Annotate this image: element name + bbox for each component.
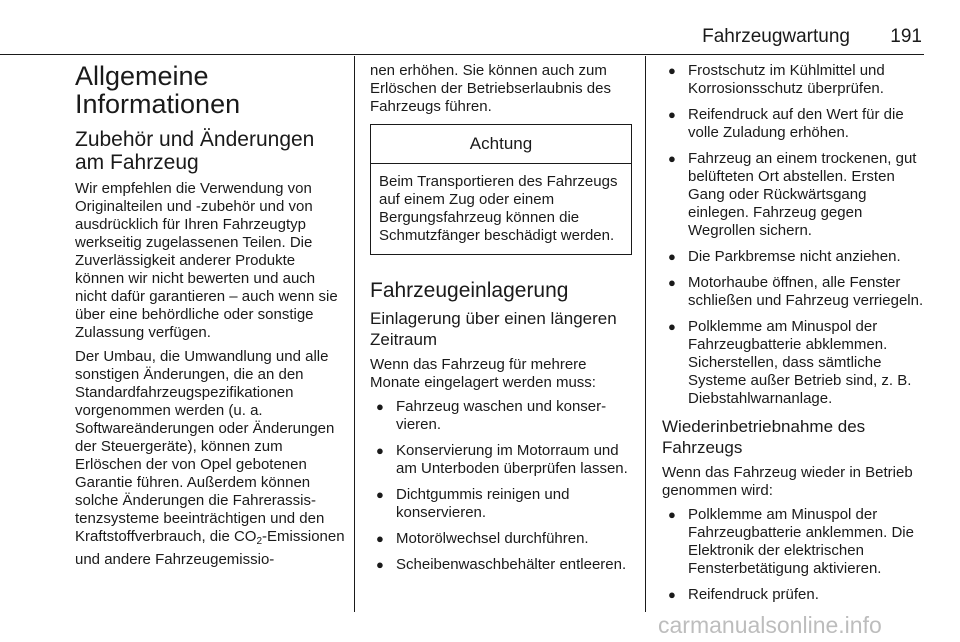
column-3: [662, 62, 927, 612]
heading-einlagerung: Einlagerung über einen längeren Zeitraum: [370, 309, 617, 349]
list-item: [662, 318, 927, 408]
list-item-text: Polklemme am Minuspol der Fahrzeugbatterie anklemmen. Die Elektronik der elektrischen Fensterbetätigung aktivieren.: [688, 506, 914, 577]
bullet-icon: ●: [668, 249, 676, 264]
restart-list: [662, 506, 927, 604]
list-item-text: Dichtgummis reinigen und konservieren.: [396, 486, 570, 521]
bullet-icon: ●: [376, 557, 384, 572]
list-item: [662, 506, 927, 578]
bullet-icon: ●: [376, 531, 384, 546]
bullet-icon: ●: [668, 275, 676, 290]
list-item-text: Frostschutz im Kühlmittel und Korrosionsschutz überprüfen.: [688, 62, 885, 97]
list-item-text: Motorhaube öffnen, alle Fenster schließen und Fahrzeug verriegeln.: [688, 274, 924, 309]
list-item-text: Die Parkbremse nicht anziehen.: [688, 248, 901, 265]
list-item: [662, 248, 927, 266]
notice-box: [370, 124, 632, 255]
paragraph-umbau-text-end: -Emissionen und andere Fahrzeugemissio-: [75, 528, 345, 568]
bullet-icon: ●: [668, 587, 676, 602]
paragraph-umbau-text: Der Umbau, die Umwandlung und alle sonstigen Änderungen, die an den Standardfahrzeugspezifikationen vorgenommen werden (u. a. Softwareänderungen oder Änderungen der Steuergeräte), können zum Erlöschen der von Opel gebotenen Garantie führen. Außerdem können solche Änderungen die Fahrerassistenzsysteme beeinträchtigen und den Kraftstoffverbrauch, die CO: [75, 348, 335, 545]
page-number: 191: [890, 26, 922, 47]
list-item: [662, 274, 927, 310]
page-header: [0, 0, 960, 62]
co2-subscript: 2: [256, 536, 263, 547]
heading-fahrzeugeinlagerung: Fahrzeugeinlagerung: [370, 279, 569, 302]
list-item: [370, 556, 632, 574]
paragraph-continuation: nen erhöhen. Sie können auch zum Erlöschen der Betriebserlaubnis des Fahrzeugs führen.: [370, 62, 611, 115]
list-item: [662, 150, 927, 240]
list-item: [370, 442, 632, 478]
bullet-icon: ●: [376, 399, 384, 414]
heading-allgemeine-informationen: Allgemeine Informationen: [75, 61, 241, 119]
bullet-icon: ●: [668, 63, 676, 78]
list-item-text: Polklemme am Minuspol der Fahrzeugbatterie abklemmen. Sicherstellen, dass sämtliche Systeme außer Betrieb sind, z. B. Diebstahlwarnanlage.: [688, 318, 912, 407]
list-item-text: Scheibenwaschbehälter entleeren.: [396, 556, 627, 573]
paragraph-umbau: [75, 348, 345, 569]
list-item: [370, 398, 632, 434]
header-rule: [0, 54, 924, 55]
list-item: [662, 586, 927, 604]
heading-wiederinbetriebnahme: Wiederinbetriebnahme des Fahrzeugs: [662, 417, 866, 457]
list-item-text: Fahrzeug waschen und konservieren.: [396, 398, 607, 433]
watermark: carmanualsonline.info: [658, 612, 882, 638]
storage-list-continued: [662, 62, 927, 408]
paragraph-wiederinbetriebnahme-intro: Wenn das Fahrzeug wieder in Betrieb genommen wird:: [662, 464, 913, 499]
column-1: [75, 62, 345, 575]
bullet-icon: ●: [668, 107, 676, 122]
list-item-text: Motorölwechsel durchführen.: [396, 530, 589, 547]
bullet-icon: ●: [668, 507, 676, 522]
notice-body: Beim Transportieren des Fahrzeugs auf einem Zug oder einem Bergungsfahrzeug können die Schmutzfänger beschädigt werden.: [379, 173, 618, 244]
heading-zubehoer: Zubehör und Änderungen am Fahrzeug: [75, 128, 315, 174]
bullet-icon: ●: [376, 443, 384, 458]
column-divider-left: [354, 56, 355, 612]
column-divider-right: [645, 56, 646, 612]
list-item-text: Reifendruck prüfen.: [688, 586, 819, 603]
list-item: [370, 530, 632, 548]
list-item: [370, 486, 632, 522]
bullet-icon: ●: [376, 487, 384, 502]
section-title: Fahrzeugwartung: [702, 26, 850, 47]
storage-list: [370, 398, 632, 574]
list-item: [662, 106, 927, 142]
list-item-text: Reifendruck auf den Wert für die volle Zuladung erhöhen.: [688, 106, 904, 141]
notice-title: Achtung: [371, 125, 631, 164]
list-item-text: Fahrzeug an einem trockenen, gut belüfteten Ort abstellen. Ersten Gang oder Rückwärtsgang einlegen. Fahrzeug gegen Wegrollen sichern.: [688, 150, 917, 239]
list-item-text: Konservierung im Motorraum und am Unterboden überprüfen lassen.: [396, 442, 628, 477]
paragraph-einlagerung-intro: Wenn das Fahrzeug für mehrere Monate eingelagert werden muss:: [370, 356, 596, 391]
column-2: [370, 62, 632, 582]
bullet-icon: ●: [668, 151, 676, 166]
paragraph-originalteile: Wir empfehlen die Verwendung von Originalteilen und -zubehör und von ausdrücklich für Ihren Fahrzeugtyp werkseitig zugelassenen Teilen. Die Zuverlässigkeit anderer Produkte können wir nicht bewerten und auch nicht dafür garantieren – auch wenn sie über eine behördliche oder sonstige Zulassung verfügen.: [75, 180, 338, 341]
list-item: [662, 62, 927, 98]
bullet-icon: ●: [668, 319, 676, 334]
